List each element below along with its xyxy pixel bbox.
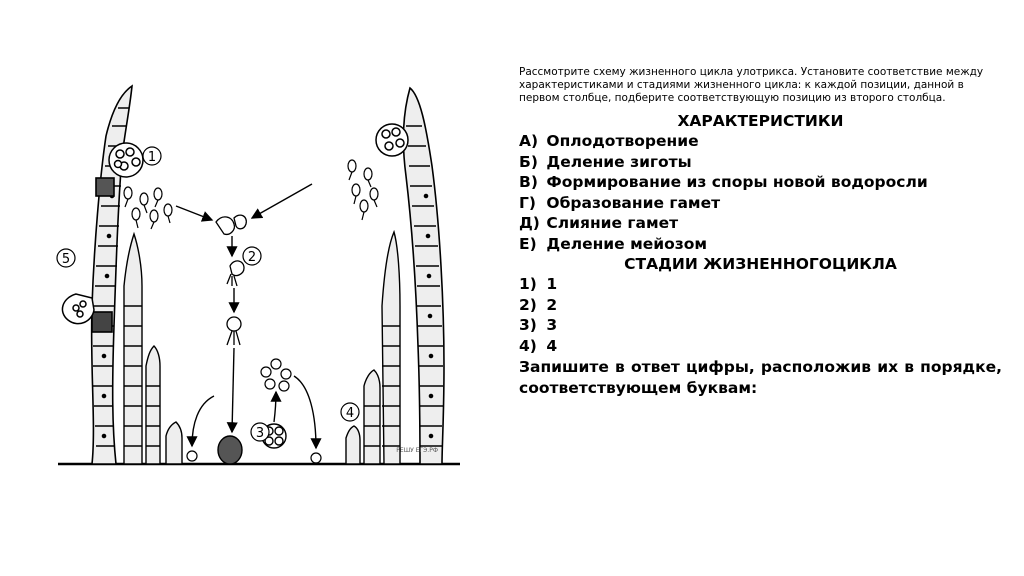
gametangium-right	[376, 124, 408, 156]
item-text: Деление зиготы	[546, 152, 692, 171]
stage-item	[519, 274, 1002, 295]
gametes-left	[124, 187, 172, 229]
item-key: В)	[519, 173, 538, 191]
characteristic-item	[519, 131, 1002, 152]
watermark: РЕШУ ЕГЭ.РФ	[396, 447, 438, 454]
item-text: 3	[546, 316, 558, 334]
item-text: 1	[546, 275, 558, 293]
zoospores-released	[261, 359, 291, 391]
stage-item	[519, 295, 1002, 316]
item-key: 4)	[519, 336, 537, 355]
stage-item	[519, 315, 1002, 336]
item-key: Е)	[519, 234, 537, 253]
characteristic-item	[519, 172, 1002, 193]
intro-text: Рассмотрите схему жизненного цикла улотрикса. Установите соответствие между характеристиками и стадиями жизненного цикла: к каждой позиции, данной в первом столбце, подберите соответствующую позицию из второго столбца.	[519, 66, 984, 104]
label-2: 2	[247, 250, 257, 265]
item-text: Формирование из споры новой водоросли	[546, 173, 928, 191]
label-3: 3	[255, 426, 265, 441]
item-key: Д)	[519, 214, 540, 232]
young-filaments-left	[124, 234, 182, 464]
item-key: 3)	[519, 316, 537, 334]
ulothrix-life-cycle-diagram	[48, 66, 468, 486]
item-key: Г)	[519, 193, 536, 212]
young-filaments-right	[346, 232, 400, 464]
label-1: 1	[147, 150, 157, 165]
item-text: Деление мейозом	[546, 234, 708, 253]
characteristics-list	[519, 131, 1002, 254]
stage-item	[519, 336, 1002, 357]
label-4: 4	[345, 406, 355, 421]
item-key: А)	[519, 132, 539, 150]
characteristic-item	[519, 213, 1002, 234]
zygote-sequence	[216, 215, 246, 345]
item-text: Оплодотворение	[546, 132, 699, 150]
answer-instruction: Запишите в ответ цифры, расположив их в порядке, соответствующем буквам:	[519, 358, 1002, 397]
stages-list	[519, 274, 1002, 356]
item-text: Слияние гамет	[546, 214, 679, 232]
characteristics-heading: ХАРАКТЕРИСТИКИ	[677, 112, 844, 130]
characteristic-item	[519, 152, 1002, 173]
item-text: 4	[546, 336, 558, 355]
item-text: 2	[546, 295, 558, 314]
gametangium-left	[109, 143, 143, 177]
item-text: Образование гамет	[546, 193, 721, 212]
zoospore-sac	[62, 294, 94, 324]
item-key: 1)	[519, 275, 537, 293]
stages-heading: СТАДИИ ЖИЗНЕННОГОЦИКЛА	[624, 255, 897, 273]
gametes-right	[348, 160, 378, 220]
item-key: 2)	[519, 295, 537, 314]
item-key: Б)	[519, 152, 538, 171]
task-panel	[519, 66, 1002, 399]
right-tall-filament	[403, 88, 444, 464]
label-5: 5	[61, 252, 71, 267]
characteristic-item	[519, 234, 1002, 255]
characteristic-item	[519, 193, 1002, 214]
settled-spores	[187, 451, 321, 463]
